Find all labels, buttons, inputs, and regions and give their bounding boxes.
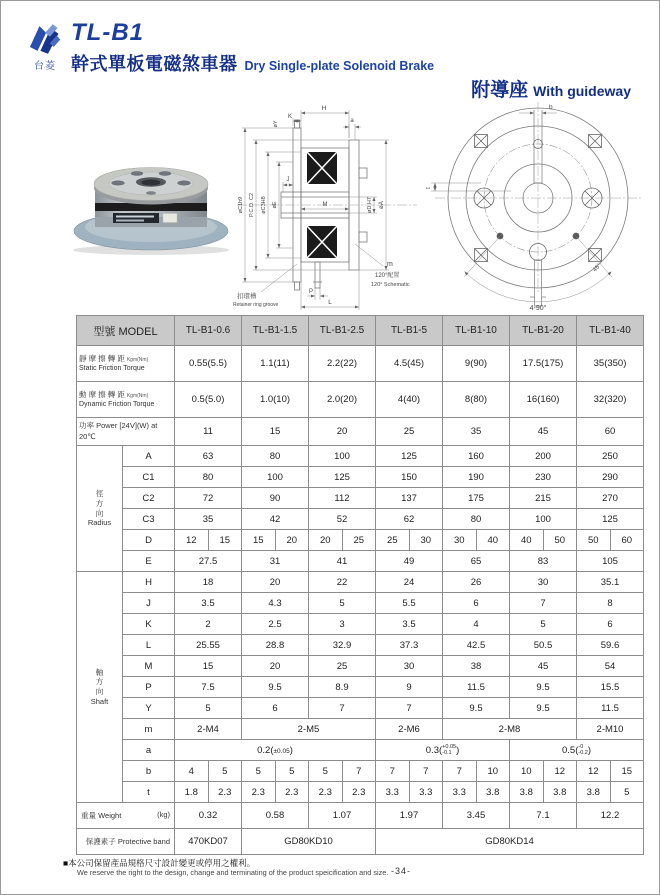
dim-label-J: J (286, 177, 290, 183)
table-cell: 250 (577, 446, 644, 467)
table-cell: 20 (309, 418, 376, 446)
table-cell: 40 (510, 530, 544, 551)
table-cell: 1.0(10) (242, 382, 309, 418)
table-cell: 3.3 (409, 782, 443, 803)
table-cell: 4 (175, 761, 209, 782)
table-cell: 25 (309, 656, 376, 677)
model-header-cell: TL-B1-2.5 (309, 316, 376, 346)
table-cell: C1 (123, 467, 175, 488)
table-row (77, 829, 644, 855)
table-cell: 80 (242, 446, 309, 467)
table-cell: 137 (376, 488, 443, 509)
table-cell: 15 (175, 656, 242, 677)
table-cell: 2-M10 (577, 719, 644, 740)
product-photo (71, 161, 229, 256)
table-cell: 35 (175, 509, 242, 530)
bolt-hole (146, 191, 156, 195)
name-plate (113, 213, 177, 223)
table-cell: 42.5 (443, 635, 510, 656)
table-cell: 10 (476, 761, 510, 782)
table-cell: 0.32 (175, 803, 242, 829)
table-cell: 0.5(5.0) (175, 382, 242, 418)
table-cell: 4 (443, 614, 510, 635)
table-cell: 83 (510, 551, 577, 572)
table-row (77, 656, 644, 677)
table-cell: 175 (443, 488, 510, 509)
table-cell: 100 (510, 509, 577, 530)
table-cell: 215 (510, 488, 577, 509)
table-cell: 7 (409, 761, 443, 782)
model-header-cell: TL-B1-20 (510, 316, 577, 346)
table-cell: 2.5 (242, 614, 309, 635)
table-cell: m (123, 719, 175, 740)
table-cell: 2-M6 (376, 719, 443, 740)
table-cell: 270 (577, 488, 644, 509)
table-cell: 2.3 (309, 782, 343, 803)
table-cell: 6 (443, 593, 510, 614)
table-cell: 20 (275, 530, 309, 551)
table-cell: 50.5 (510, 635, 577, 656)
table-row (77, 614, 644, 635)
table-cell: 16(160) (510, 382, 577, 418)
table-cell: 18 (175, 572, 242, 593)
dim-label-oA: øA (379, 201, 385, 209)
brand-name: 台菱 (34, 61, 56, 72)
table-cell: P (123, 677, 175, 698)
table-cell: 37.3 (376, 635, 443, 656)
table-cell: 20 (242, 572, 309, 593)
table-row (77, 346, 644, 382)
table-cell: 4(40) (376, 382, 443, 418)
table-cell: 2-M4 (175, 719, 242, 740)
table-cell: 5.5 (376, 593, 443, 614)
dim-label-a: a (350, 118, 354, 124)
table-row (77, 316, 644, 346)
table-cell: 3.8 (577, 782, 611, 803)
table-cell: 15 (242, 530, 276, 551)
table-cell: 0.2(±0.05) (175, 740, 376, 761)
table-cell: 2.3 (242, 782, 276, 803)
table-cell: L (123, 635, 175, 656)
table-cell: 11 (175, 418, 242, 446)
table-cell: 5 (208, 761, 242, 782)
title-english: Dry Single-plate Solenoid Brake (244, 59, 435, 73)
table-cell: 7 (309, 698, 376, 719)
table-row (77, 509, 644, 530)
table-cell: 3 (309, 614, 376, 635)
table-cell: 470KD07 (175, 829, 242, 855)
row-label-protective-band: 保護素子 Protective band (77, 829, 175, 855)
table-row (77, 572, 644, 593)
table-row (77, 803, 644, 829)
table-cell: 45 (510, 656, 577, 677)
table-cell: J (123, 593, 175, 614)
table-cell: 125 (309, 467, 376, 488)
table-cell: 20 (309, 530, 343, 551)
table-cell: 2-M5 (242, 719, 376, 740)
row-label-weight: 重量 Weight (kg) (77, 803, 175, 829)
table-row (77, 488, 644, 509)
table-cell: 24 (376, 572, 443, 593)
table-cell: 3.45 (443, 803, 510, 829)
table-cell: 35(350) (577, 346, 644, 382)
model-header-cell: TL-B1-40 (577, 316, 644, 346)
table-cell: 0.5( -0 -0.2 ) (510, 740, 644, 761)
table-cell: 30 (409, 530, 443, 551)
table-cell: 290 (577, 467, 644, 488)
title-chinese: 幹式單板電磁煞車器 (71, 54, 238, 74)
table-cell: 38 (443, 656, 510, 677)
table-cell: 0.58 (242, 803, 309, 829)
table-cell: a (123, 740, 175, 761)
table-cell: 160 (443, 446, 510, 467)
table-cell: 80 (443, 509, 510, 530)
subtitle-chinese: 附導座 (471, 80, 529, 101)
table-cell: 6 (242, 698, 309, 719)
table-cell: 31 (242, 551, 309, 572)
annot-schematic-zh: 120°配置 (375, 273, 400, 279)
table-cell: 62 (376, 509, 443, 530)
row-label-dynamic-torque: 動 摩 擦 轉 距 Kgm(Nm) Dynamic Friction Torque (77, 382, 175, 418)
table-cell: b (123, 761, 175, 782)
table-row (77, 551, 644, 572)
table-cell: 7 (342, 761, 376, 782)
table-cell: 15 (610, 761, 644, 782)
table-row (77, 740, 644, 761)
table-cell: 90 (242, 488, 309, 509)
table-cell: 3.3 (376, 782, 410, 803)
table-cell: 0.55(5.5) (175, 346, 242, 382)
table-cell: 7 (443, 761, 477, 782)
table-cell: 10 (510, 761, 544, 782)
front-dimension-lines (431, 113, 612, 302)
table-cell: D (123, 530, 175, 551)
table-cell: 3.3 (443, 782, 477, 803)
row-label-static-torque: 靜 摩 擦 轉 距 Kgm(Nm) Static Friction Torque (77, 346, 175, 382)
table-cell: 9.5 (510, 677, 577, 698)
table-cell: 8(80) (443, 382, 510, 418)
table-cell: 125 (577, 509, 644, 530)
group-label-radius: 徑 方 向 Radius (77, 446, 123, 572)
page-title-model: TL-B1 (71, 19, 144, 46)
table-row (77, 761, 644, 782)
dim-label-H: H (321, 105, 327, 112)
table-cell: 5 (309, 593, 376, 614)
dim-label-M: M (322, 202, 328, 208)
table-cell: 54 (577, 656, 644, 677)
page-title (71, 50, 434, 76)
model-header-cell: TL-B1-5 (376, 316, 443, 346)
subtitle-english: With guideway (533, 83, 631, 99)
table-cell: 7 (376, 761, 410, 782)
table-cell: 15.5 (577, 677, 644, 698)
table-cell: 12 (577, 761, 611, 782)
table-cell: 2.3 (275, 782, 309, 803)
dim-label-oC3: øC3H8 (261, 196, 267, 214)
table-cell: 5 (275, 761, 309, 782)
table-cell: 105 (577, 551, 644, 572)
top-disc (94, 168, 208, 205)
table-cell: 2-M8 (443, 719, 577, 740)
table-cell: 2 (175, 614, 242, 635)
dim-label-45deg: 45° (592, 262, 603, 274)
table-cell: 1.1(11) (242, 346, 309, 382)
table-cell: 230 (510, 467, 577, 488)
table-cell: 27.5 (175, 551, 242, 572)
table-cell: 9(90) (443, 346, 510, 382)
row-label-power: 功率 Power [24V](W) at 20℃ (77, 418, 175, 446)
footnote-chinese: ■本公司保留產品規格尺寸設計變更或停用之權利。 (63, 858, 256, 868)
annot-schematic-en: 120° Schematic (371, 282, 410, 288)
table-cell: H (123, 572, 175, 593)
table-cell: 32.9 (309, 635, 376, 656)
table-cell: 30 (510, 572, 577, 593)
bolt-hole (112, 181, 125, 185)
dim-label-oC1: øC1h9 (238, 196, 244, 214)
table-cell: E (123, 551, 175, 572)
table-cell: 1.97 (376, 803, 443, 829)
table-cell: 7 (510, 593, 577, 614)
table-cell: 80 (175, 467, 242, 488)
table-cell: 3.5 (175, 593, 242, 614)
table-cell: 0.3( +0.05 -0.1 ) (376, 740, 510, 761)
table-row (77, 382, 644, 418)
table-cell: 52 (309, 509, 376, 530)
dim-label-PCD: P.C.D. C2 (249, 192, 255, 218)
table-cell: 3.8 (543, 782, 577, 803)
table-corner-cell: 型號 MODEL (77, 316, 175, 346)
table-cell: K (123, 614, 175, 635)
table-row (77, 698, 644, 719)
table-cell: 7.1 (510, 803, 577, 829)
table-cell: 9.5 (510, 698, 577, 719)
table-row (77, 635, 644, 656)
table-row (77, 530, 644, 551)
table-cell: 45 (510, 418, 577, 446)
cross-section-drawing (231, 96, 423, 316)
table-row (77, 418, 644, 446)
dim-label-oD: øD H7 (367, 197, 373, 213)
table-cell: 25 (376, 530, 410, 551)
table-cell: 60 (610, 530, 644, 551)
dim-label-L: L (328, 299, 332, 306)
table-cell: 49 (376, 551, 443, 572)
table-cell: 3.8 (510, 782, 544, 803)
table-cell: 2.3 (208, 782, 242, 803)
table-cell: 5 (242, 761, 276, 782)
table-cell: GD80KD14 (376, 829, 644, 855)
bolt-hole (131, 172, 143, 176)
table-cell: 4.5(45) (376, 346, 443, 382)
table-cell: 6 (577, 614, 644, 635)
bolt-hole (159, 172, 171, 176)
table-cell: 100 (242, 467, 309, 488)
table-cell: 35.1 (577, 572, 644, 593)
table-cell: 30 (376, 656, 443, 677)
table-cell: 59.6 (577, 635, 644, 656)
table-cell: 32(320) (577, 382, 644, 418)
table-cell: 50 (577, 530, 611, 551)
table-cell: 5 (309, 761, 343, 782)
table-cell: 1.8 (175, 782, 209, 803)
table-cell: 12 (175, 530, 209, 551)
table-cell: 5 (610, 782, 644, 803)
table-cell: 12.2 (577, 803, 644, 829)
table-cell: 42 (242, 509, 309, 530)
dim-label-oE: øE (272, 201, 278, 209)
table-cell: C2 (123, 488, 175, 509)
table-cell: 40 (476, 530, 510, 551)
table-cell: 150 (376, 467, 443, 488)
table-cell: 65 (443, 551, 510, 572)
table-cell: 41 (309, 551, 376, 572)
table-cell: 5 (175, 698, 242, 719)
table-cell: 15 (208, 530, 242, 551)
table-cell: 7.5 (175, 677, 242, 698)
table-cell: 25 (342, 530, 376, 551)
table-cell: t (123, 782, 175, 803)
table-cell: 8.9 (309, 677, 376, 698)
table-cell: 20 (242, 656, 309, 677)
table-cell: 9.5 (443, 698, 510, 719)
table-row (77, 467, 644, 488)
table-cell: 28.8 (242, 635, 309, 656)
table-row (77, 677, 644, 698)
annot-m: m (387, 261, 393, 268)
table-cell: 2.0(20) (309, 382, 376, 418)
table-cell: 112 (309, 488, 376, 509)
table-cell: 3.5 (376, 614, 443, 635)
table-cell: 190 (443, 467, 510, 488)
table-cell: 12 (543, 761, 577, 782)
table-cell: 11.5 (443, 677, 510, 698)
dim-label-b: b (549, 104, 553, 111)
table-cell: 15 (242, 418, 309, 446)
table-cell: 3.8 (476, 782, 510, 803)
table-cell: 63 (175, 446, 242, 467)
table-cell: 125 (376, 446, 443, 467)
table-cell: 9.5 (242, 677, 309, 698)
table-row (77, 593, 644, 614)
table-cell: 17.5(175) (510, 346, 577, 382)
model-header-cell: TL-B1-0.6 (175, 316, 242, 346)
table-cell: 50 (543, 530, 577, 551)
model-header-cell: TL-B1-1.5 (242, 316, 309, 346)
table-cell: 2.2(22) (309, 346, 376, 382)
page-number: -34- (391, 866, 412, 876)
table-cell: 60 (577, 418, 644, 446)
brand-logo-icon (29, 22, 67, 55)
dim-label-4x90deg: 4-90° (529, 305, 547, 312)
annot-groove-zh: 扣環槽 (237, 293, 257, 300)
table-cell: 72 (175, 488, 242, 509)
table-cell: 4.3 (242, 593, 309, 614)
table-cell: 25 (376, 418, 443, 446)
table-cell: C3 (123, 509, 175, 530)
table-cell: 1.07 (309, 803, 376, 829)
table-cell: A (123, 446, 175, 467)
annot-groove-en: Retainer ring groove (233, 302, 279, 308)
dim-label-K: K (287, 114, 293, 120)
table-row (77, 446, 644, 467)
table-cell: 25.55 (175, 635, 242, 656)
front-view-drawing (421, 94, 659, 316)
table-cell: GD80KD10 (242, 829, 376, 855)
table-cell: 7 (376, 698, 443, 719)
table-cell: 11.5 (577, 698, 644, 719)
bolt-hole (178, 181, 191, 185)
dim-label-oY: øY (273, 120, 279, 128)
table-row (77, 782, 644, 803)
table-cell: 26 (443, 572, 510, 593)
spec-table (76, 315, 644, 855)
dim-label-P: P (308, 289, 314, 295)
table-row (77, 719, 644, 740)
table-cell: 35 (443, 418, 510, 446)
table-cell: 5 (510, 614, 577, 635)
dim-label-t: t (426, 187, 432, 189)
model-header-cell: TL-B1-10 (443, 316, 510, 346)
table-cell: 30 (443, 530, 477, 551)
group-label-shaft: 軸 方 向 Shaft (77, 572, 123, 803)
table-cell: 100 (309, 446, 376, 467)
table-cell: 2.3 (342, 782, 376, 803)
footnote-english: We reserve the right to the design, change and terminating of the product speicification and size. (77, 868, 389, 877)
table-cell: 9 (376, 677, 443, 698)
table-cell: 8 (577, 593, 644, 614)
table-cell: Y (123, 698, 175, 719)
table-cell: 200 (510, 446, 577, 467)
table-cell: 22 (309, 572, 376, 593)
table-cell: M (123, 656, 175, 677)
